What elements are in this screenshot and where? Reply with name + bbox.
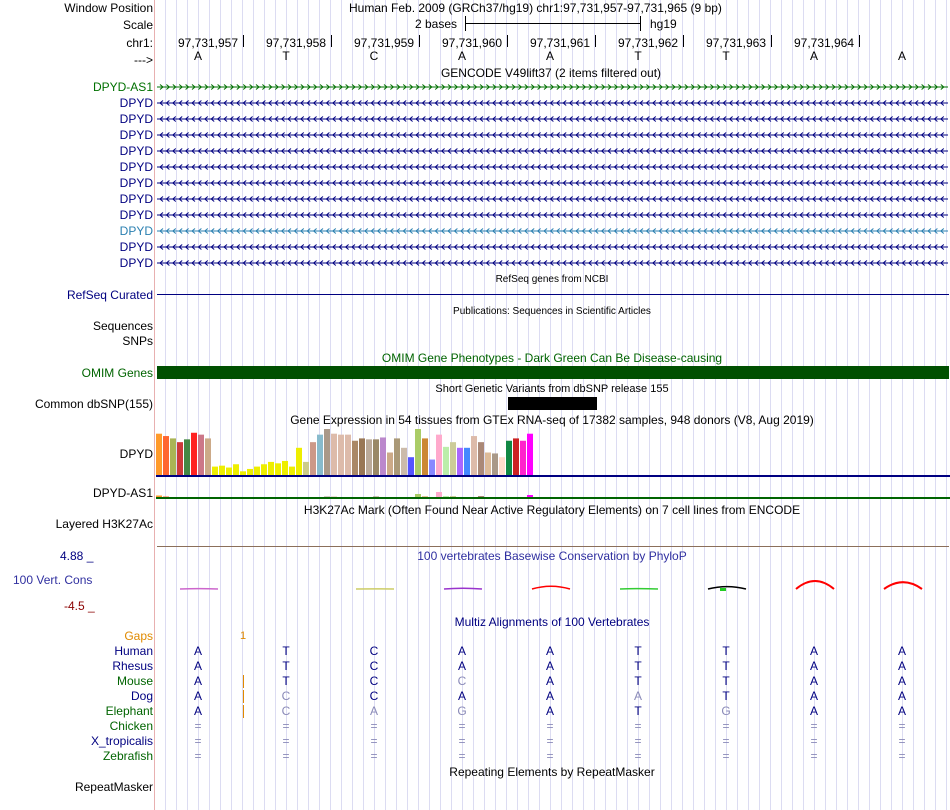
gencode-gene-label[interactable]: DPYD [119,144,153,158]
gencode-gene-label[interactable]: DPYD [119,160,153,174]
multiz-base: = [546,749,554,763]
ruler-position: 97,731,960 [441,36,503,50]
multiz-base: = [546,719,554,733]
multiz-base: A [193,674,203,688]
gencode-gene-label[interactable]: DPYD [119,176,153,190]
multiz-species-label[interactable]: Human [114,644,153,658]
gencode-gene-label[interactable]: DPYD [119,256,153,270]
reference-base: C [369,49,379,63]
multiz-base: = [810,734,818,748]
conservation-score-mark[interactable] [708,587,746,589]
conservation-track-title: 100 vertebrates Basewise Conservation by PhyloP [417,549,687,563]
gtex-track-title: Gene Expression in 54 tissues from GTEx RNA-seq of 17382 samples, 948 donors (V8, Aug 2019) [290,413,814,427]
multiz-base: A [897,704,907,718]
conservation-score-mark[interactable] [532,586,570,589]
omim-track-label[interactable]: OMIM Genes [81,366,153,380]
multiz-base: C [457,674,467,688]
multiz-base: A [457,689,467,703]
multiz-base: = [458,749,466,763]
multiz-gaps-label[interactable]: Gaps [124,629,153,643]
multiz-base: C [369,659,379,673]
scale-assembly: hg19 [650,17,677,31]
multiz-base: A [193,704,203,718]
multiz-base: C [369,689,379,703]
multiz-base: T [282,674,290,688]
gencode-gene-label[interactable]: DPYD [119,192,153,206]
multiz-base: A [457,659,467,673]
multiz-base: C [281,689,291,703]
repeatmasker-track-label[interactable]: RepeatMasker [74,780,153,794]
multiz-base: T [634,644,642,658]
multiz-base: = [282,734,290,748]
multiz-base: A [897,674,907,688]
ruler-position: 97,731,961 [529,36,591,50]
multiz-insertion-mark [243,690,244,703]
multiz-base: = [722,719,730,733]
multiz-base: = [722,734,730,748]
reference-base: A [809,49,819,63]
multiz-base: T [634,674,642,688]
gencode-track-title: GENCODE V49lift37 (2 items filtered out) [440,66,662,80]
reference-base: T [282,49,290,63]
multiz-base: = [194,719,202,733]
multiz-base: = [634,719,642,733]
multiz-base: G [721,704,731,718]
conservation-score-mark[interactable] [796,581,834,589]
multiz-species-label[interactable]: Chicken [109,719,153,733]
ruler-position: 97,731,957 [177,36,239,50]
conservation-score-mark[interactable] [444,588,482,589]
conservation-max-label: 4.88 _ [60,549,94,563]
multiz-base: = [370,719,378,733]
multiz-base: A [545,674,555,688]
omim-track-title: OMIM Gene Phenotypes - Dark Green Can Be Disease-causing [381,351,723,365]
publications-track-title: Publications: Sequences in Scientific Articles [453,306,651,317]
repeatmasker-track-title: Repeating Elements by RepeatMasker [449,765,655,779]
multiz-base: T [722,659,730,673]
multiz-base: = [898,734,906,748]
refseq-track-label[interactable]: RefSeq Curated [66,288,153,302]
multiz-base: = [634,734,642,748]
multiz-base: = [634,749,642,763]
multiz-base: A [809,659,819,673]
reference-base: A [193,49,203,63]
strand-label: ---> [134,53,153,67]
multiz-base: A [897,644,907,658]
multiz-base: = [546,734,554,748]
gencode-gene-label-as1[interactable]: DPYD-AS1 [92,80,153,94]
gencode-gene-label[interactable]: DPYD [119,128,153,142]
multiz-base: A [545,689,555,703]
multiz-base: A [809,644,819,658]
multiz-base: A [369,704,379,718]
multiz-base: C [369,674,379,688]
reference-base: A [897,49,907,63]
publications-sequences-label[interactable]: Sequences [92,319,153,333]
gencode-gene-label[interactable]: DPYD [119,96,153,110]
multiz-base: C [369,644,379,658]
multiz-base: = [282,749,290,763]
multiz-species-label[interactable]: Zebrafish [102,749,153,763]
multiz-base: = [898,719,906,733]
multiz-base: A [633,689,643,703]
multiz-base: A [809,704,819,718]
conservation-track-label[interactable]: 100 Vert. Cons [13,573,93,587]
gencode-gene-label[interactable]: DPYD [119,112,153,126]
reference-base: T [634,49,642,63]
multiz-base: T [634,704,642,718]
multiz-insertion-mark [243,675,244,688]
multiz-base: A [809,689,819,703]
multiz-base: = [194,749,202,763]
scale-label: Scale [122,18,153,32]
ruler-position: 97,731,959 [353,36,415,50]
multiz-species-label[interactable]: Rhesus [112,659,153,673]
multiz-species-label[interactable]: X_tropicalis [90,734,153,748]
conservation-min-label: -4.5 _ [64,599,95,613]
chrom-label: chr1: [126,36,153,50]
publications-snps-label[interactable]: SNPs [122,334,153,348]
multiz-base: A [457,644,467,658]
reference-base: A [457,49,467,63]
multiz-base: = [722,749,730,763]
multiz-base: T [722,674,730,688]
multiz-species-label[interactable]: Dog [130,689,153,703]
gencode-gene-label[interactable]: DPYD [119,240,153,254]
multiz-base: = [898,749,906,763]
h3k27ac-track-label[interactable]: Layered H3K27Ac [55,517,153,531]
conservation-score-mark[interactable] [720,588,726,591]
multiz-base: T [282,659,290,673]
multiz-base: T [722,644,730,658]
gencode-gene-label[interactable]: DPYD [119,224,153,238]
multiz-base: C [281,704,291,718]
multiz-base: = [458,734,466,748]
multiz-gap-count: 1 [240,630,247,642]
conservation-score-mark[interactable] [884,582,922,589]
multiz-insertion-mark [243,705,244,718]
multiz-base: A [193,644,203,658]
multiz-base: A [545,644,555,658]
multiz-base: = [370,734,378,748]
multiz-base: = [810,749,818,763]
ruler-position: 97,731,962 [617,36,679,50]
multiz-base: A [545,704,555,718]
multiz-track-title: Multiz Alignments of 100 Vertebrates [454,615,650,629]
multiz-base: = [194,734,202,748]
multiz-base: A [897,659,907,673]
refseq-track-title: RefSeq genes from NCBI [495,274,609,285]
multiz-base: A [545,659,555,673]
reference-base: A [545,49,555,63]
multiz-species-label[interactable]: Mouse [116,674,153,688]
h3k27ac-track-title: H3K27Ac Mark (Often Found Near Active Regulatory Elements) on 7 cell lines from ENCODE [303,503,801,517]
multiz-base: = [810,719,818,733]
multiz-base: = [282,719,290,733]
multiz-base: = [458,719,466,733]
window-position-value: Human Feb. 2009 (GRCh37/hg19) chr1:97,731,957-97,731,965 (9 bp) [349,1,722,15]
dbsnp-track-label[interactable]: Common dbSNP(155) [34,397,153,411]
multiz-species-label[interactable]: Elephant [105,704,153,718]
multiz-base: A [193,659,203,673]
gtex-gene-label-dpyd[interactable]: DPYD [119,447,153,461]
multiz-base: T [722,689,730,703]
multiz-base: G [457,704,467,718]
ruler-position: 97,731,958 [265,36,327,50]
multiz-base: A [193,689,203,703]
dbsnp-track-title: Short Genetic Variants from dbSNP release 155 [435,383,669,395]
gtex-gene-label-dpyd-as1[interactable]: DPYD-AS1 [92,486,153,500]
multiz-base: = [370,749,378,763]
window-position-label: Window Position [64,1,153,15]
multiz-base: A [809,674,819,688]
ruler-position: 97,731,963 [705,36,767,50]
multiz-base: A [897,689,907,703]
multiz-base: T [634,659,642,673]
gencode-gene-label[interactable]: DPYD [119,208,153,222]
scale-bases: 2 bases [415,17,458,31]
multiz-base: T [282,644,290,658]
ruler-position: 97,731,964 [793,36,855,50]
reference-base: T [722,49,730,63]
